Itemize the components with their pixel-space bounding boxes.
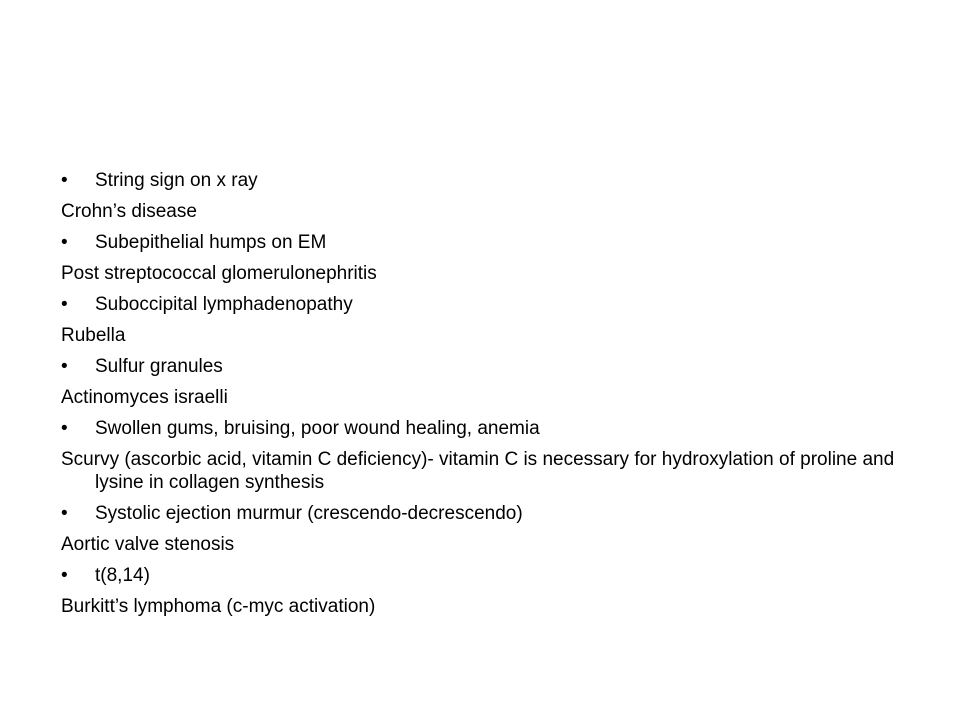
bullet-icon: • [61,356,68,377]
answer-line: Burkitt’s lymphoma (c-myc activation) [61,596,376,617]
bullet-icon: • [61,418,68,439]
answer-line: Scurvy (ascorbic acid, vitamin C deficiency)- vitamin C is necessary for hydroxylation of proline and lysine in collagen synthesis [61,449,895,493]
answer-line: Crohn’s disease [61,201,197,222]
clue-text: Swollen gums, bruising, poor wound healing, anemia [95,418,540,439]
clue-text: Systolic ejection murmur (crescendo-decrescendo) [95,503,523,524]
clue-line [61,502,921,525]
bullet-icon: • [61,294,68,315]
clue-line [61,355,921,378]
clue-text: String sign on x ray [95,170,258,191]
clue-line [61,564,921,587]
bullet-icon: • [61,565,68,586]
clue-line [61,231,921,254]
answer-line: Aortic valve stenosis [61,534,235,555]
answer-line: Post streptococcal glomerulonephritis [61,263,377,284]
slide-content [61,169,921,626]
bullet-icon: • [61,232,68,253]
answer-line: Rubella [61,325,126,346]
clue-text: Suboccipital lymphadenopathy [95,294,353,315]
clue-line [61,417,921,440]
clue-line [61,169,921,192]
answer-line: Actinomyces israelli [61,387,228,408]
clue-text: Subepithelial humps on EM [95,232,327,253]
bullet-icon: • [61,170,68,191]
clue-line [61,293,921,316]
bullet-icon: • [61,503,68,524]
clue-text: t(8,14) [95,565,150,586]
clue-text: Sulfur granules [95,356,223,377]
